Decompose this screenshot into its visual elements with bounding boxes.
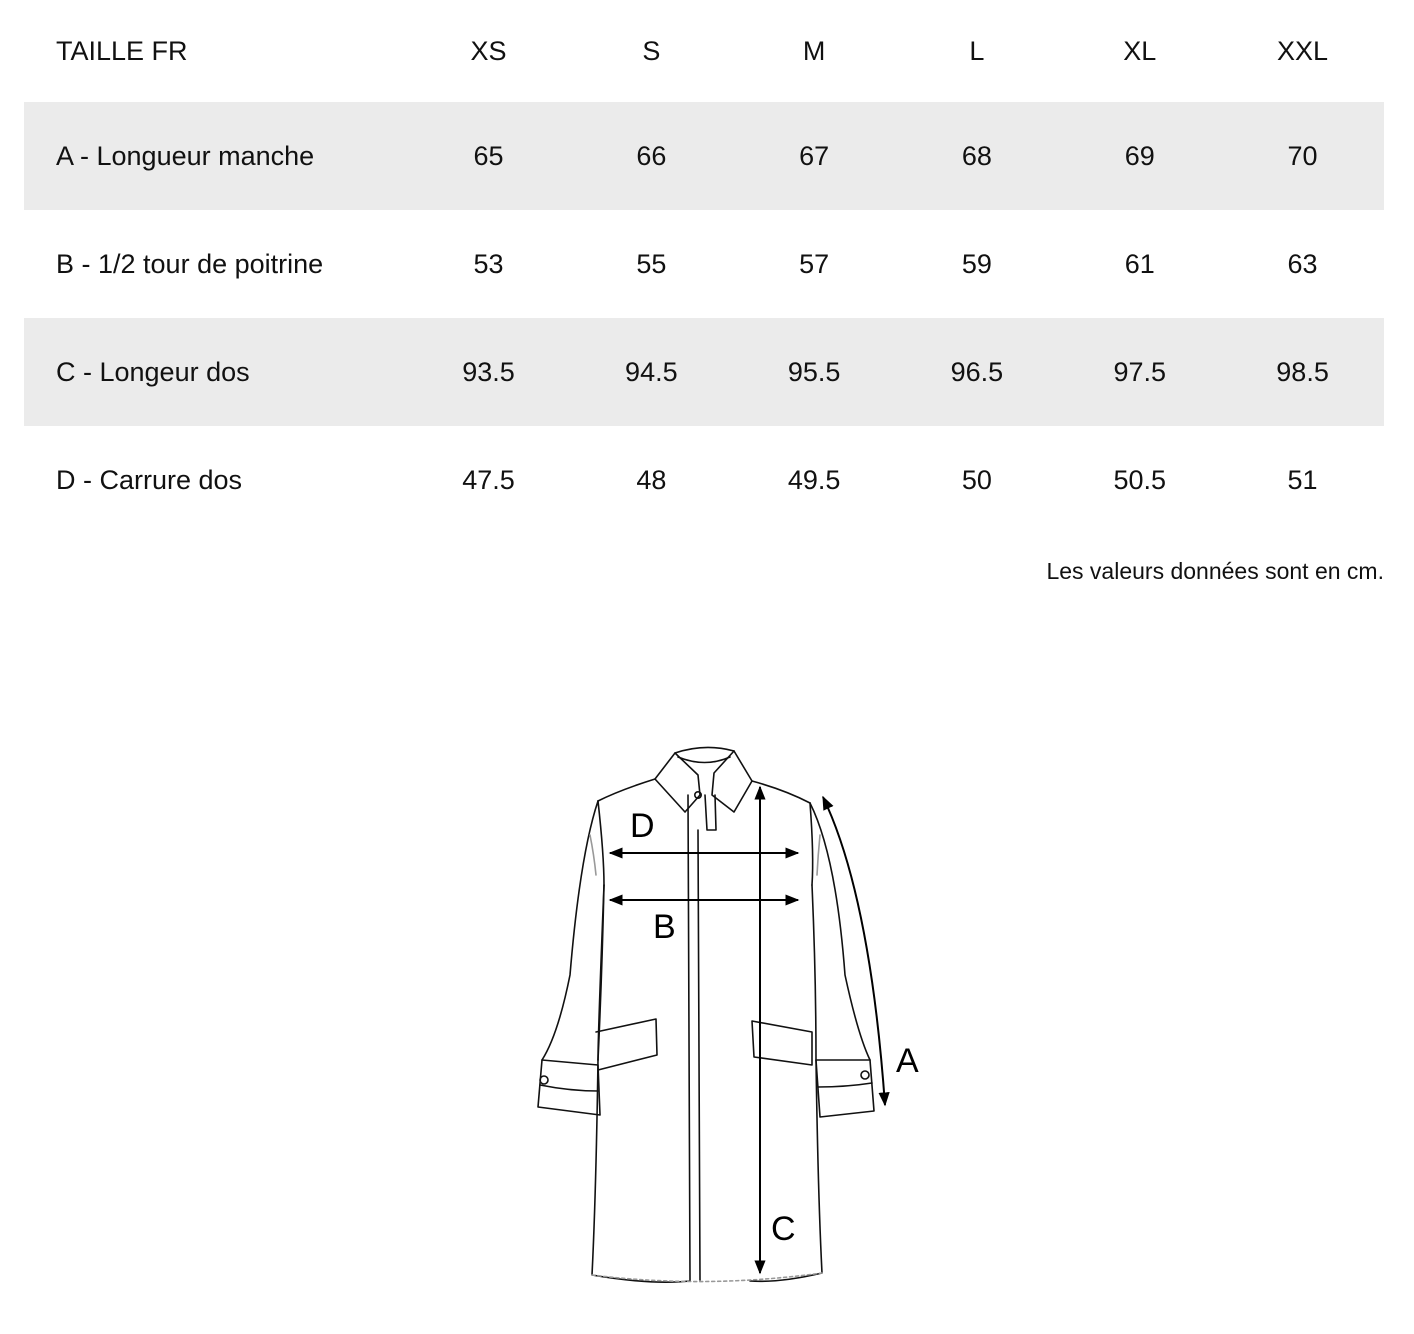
collar-right <box>712 751 752 812</box>
collar-band <box>675 747 734 753</box>
table-cell: 96.5 <box>896 318 1059 426</box>
header-size-xxl: XXL <box>1277 35 1329 66</box>
table-cell: 97.5 <box>1058 318 1221 426</box>
table-cell: 55 <box>636 248 667 279</box>
header-label: TAILLE FR <box>56 35 188 66</box>
table-cell: 47.5 <box>462 464 515 495</box>
label-a: A <box>896 1042 919 1080</box>
table-cell: 70 <box>1221 102 1384 210</box>
table-cell: 51 <box>1287 464 1318 495</box>
table-cell: 50.5 <box>1113 464 1166 495</box>
table-cell: 93.5 <box>407 318 570 426</box>
dimension-a-line <box>823 797 885 1105</box>
header-size-l: L <box>969 35 985 66</box>
label-c: C <box>771 1210 796 1248</box>
table-cell: 65 <box>407 102 570 210</box>
header-size-xl: XL <box>1123 35 1157 66</box>
table-cell: 68 <box>896 102 1059 210</box>
size-chart-table <box>24 0 1384 534</box>
row-label: A - Longueur manche <box>24 102 407 210</box>
header-size-m: M <box>802 35 826 66</box>
left-pocket-flap <box>596 1019 657 1070</box>
table-row <box>24 102 1384 210</box>
right-cuff <box>816 1060 874 1117</box>
table-cell: 63 <box>1287 248 1318 279</box>
row-label: D - Carrure dos <box>56 464 243 495</box>
table-header-row <box>24 0 1384 102</box>
coat-drawing <box>520 735 940 1295</box>
table-cell: 61 <box>1124 248 1155 279</box>
table-cell: 48 <box>636 464 667 495</box>
left-cuff <box>538 1060 600 1115</box>
table-row <box>24 426 1384 534</box>
label-b: B <box>653 908 676 946</box>
unit-note: Les valeurs données sont en cm. <box>1046 558 1384 584</box>
table-cell: 57 <box>799 248 830 279</box>
table-cell: 59 <box>961 248 992 279</box>
row-label: C - Longeur dos <box>24 318 407 426</box>
row-label: B - 1/2 tour de poitrine <box>56 248 324 279</box>
table-cell: 49.5 <box>787 464 841 495</box>
label-d: D <box>630 807 655 845</box>
table-row <box>24 318 1384 426</box>
table-row <box>24 210 1384 318</box>
table-cell: 98.5 <box>1221 318 1384 426</box>
coat-diagram <box>520 735 940 1295</box>
header-size-s: S <box>642 35 661 66</box>
table-cell: 95.5 <box>733 318 896 426</box>
header-size-xs: XS <box>470 35 507 66</box>
table-cell: 69 <box>1058 102 1221 210</box>
table-cell: 50 <box>961 464 992 495</box>
table-cell: 67 <box>733 102 896 210</box>
table-cell: 94.5 <box>570 318 733 426</box>
table-cell: 66 <box>570 102 733 210</box>
table-cell: 53 <box>473 248 504 279</box>
